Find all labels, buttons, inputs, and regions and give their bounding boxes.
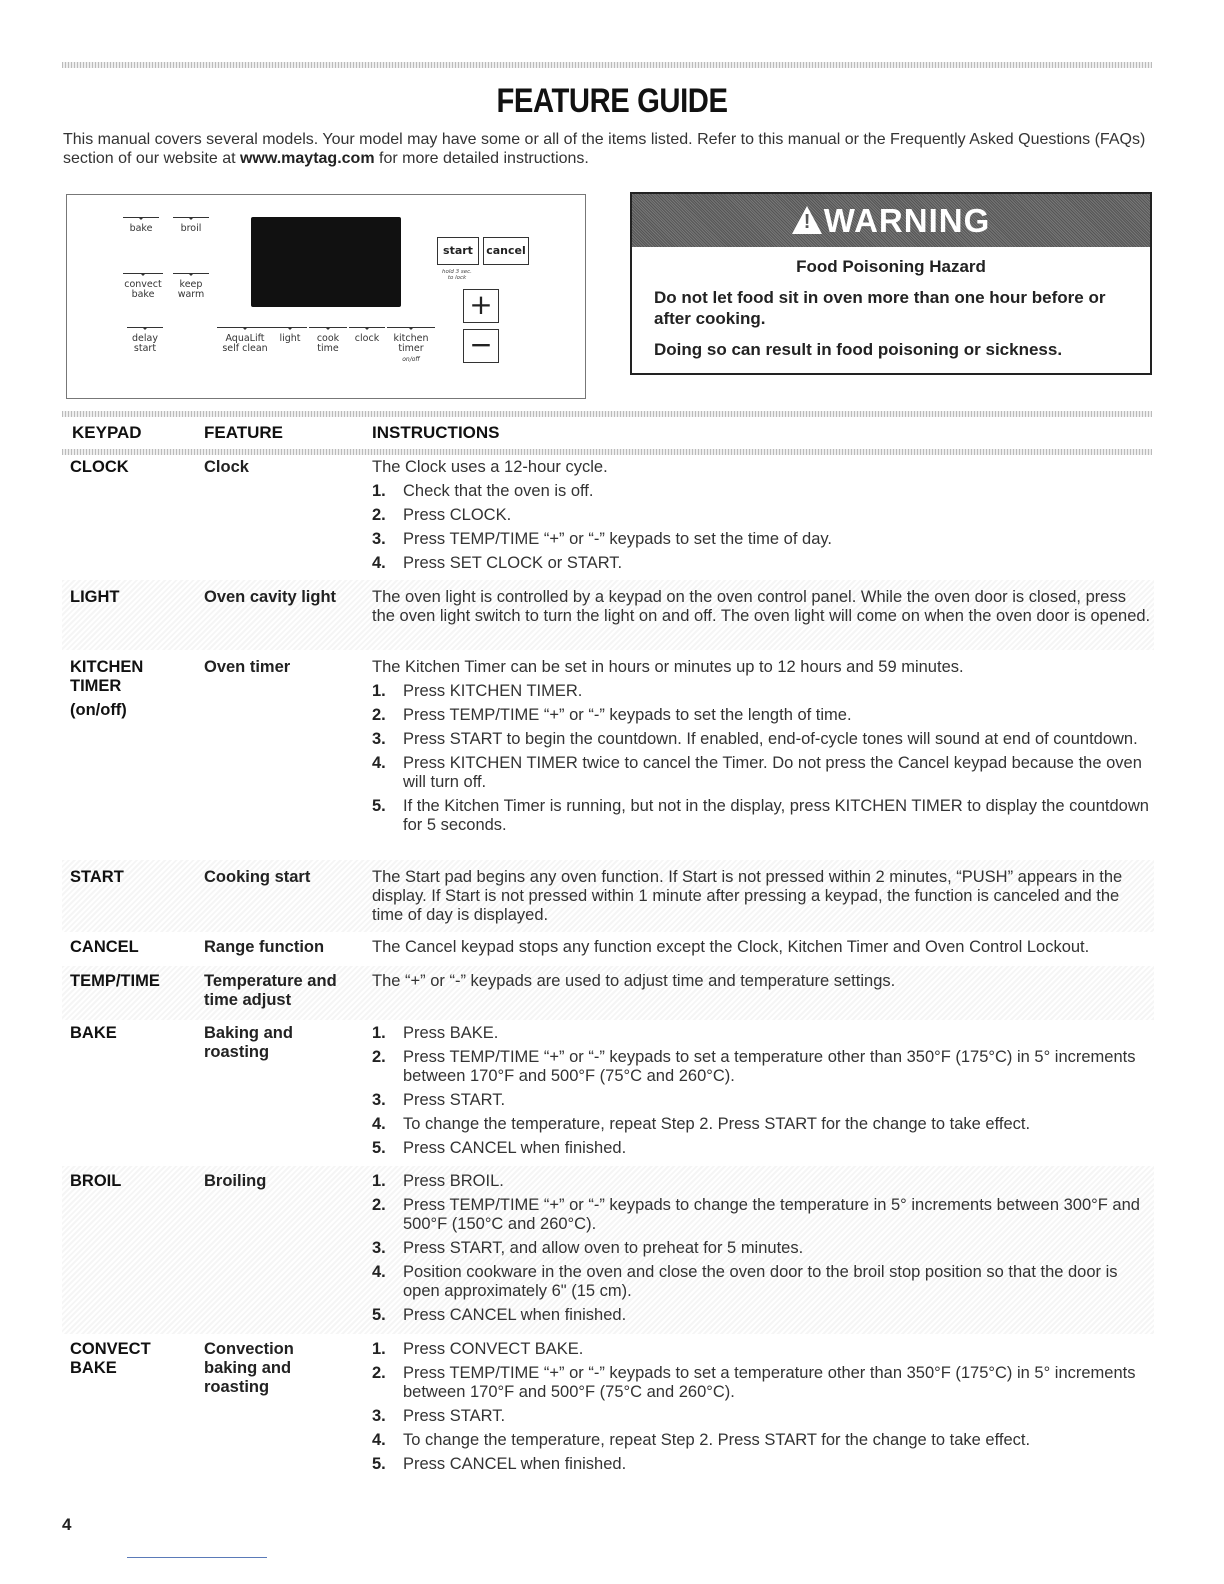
warning-line-2: Doing so can result in food poisoning or sickness. — [654, 340, 1063, 359]
panel-display — [251, 217, 401, 307]
hold-to-lock-note: hold 3 sec. to lock — [442, 269, 472, 281]
warning-box — [630, 192, 1152, 375]
feature-cancel: Range function — [204, 938, 325, 956]
keypad-light: LIGHT — [70, 588, 120, 606]
table-row-cancel — [62, 934, 1154, 964]
start-keypad: start — [437, 237, 479, 265]
instructions-clock: The Clock uses a 12-hour cycle. 1. Check that the oven is off. 2. Press CLOCK. 3. Press TEMP/TIME “+” or “-” keypads to set the time of day. 4. Press SET CLOCK or START. — [372, 458, 832, 572]
feature-temp-time: Temperature and time adjust — [204, 972, 337, 1009]
keep-warm-keypad: keep warm — [173, 273, 209, 300]
plus-keypad: + — [463, 289, 499, 323]
feature-bake: Baking and roasting — [204, 1024, 293, 1061]
light-keypad: light — [273, 327, 307, 344]
control-panel-illustration — [66, 194, 586, 399]
keypad-start: START — [70, 868, 124, 886]
instructions-column-header: INSTRUCTIONS — [372, 423, 500, 442]
instructions-light: The oven light is controlled by a keypad on the oven control panel. While the oven door is closed, press the oven light switch to turn the light on and off. The oven light will come on when the oven door is opened. — [372, 588, 1151, 625]
convect-bake-keypad: convect bake — [123, 273, 163, 300]
aqualift-keypad: AquaLift self clean — [217, 327, 273, 354]
cook-time-keypad: cook time — [309, 327, 347, 354]
keypad-broil: BROIL — [70, 1172, 122, 1190]
table-row-light — [62, 580, 1154, 650]
keypad-clock: CLOCK — [70, 458, 129, 476]
feature-kitchen-timer: Oven timer — [204, 658, 291, 676]
feature-start: Cooking start — [204, 868, 311, 886]
instructions-convect-bake: 1. Press CONVECT BAKE. 2. Press TEMP/TIME “+” or “-” keypads to set a temperature other than 350°F (175°C) in 5° increments between 170°F and 500°F (75°C and 260°C). 3. Press START. 4. To change the temperature, repeat Step 2. Press START for the change to take effect. 5. Press CANCEL when finished. — [372, 1340, 1136, 1473]
instructions-temp-time: The “+” or “-” keypads are used to adjust time and temperature settings. — [372, 972, 896, 990]
instructions-kitchen-timer: The Kitchen Timer can be set in hours or minutes up to 12 hours and 59 minutes. 1. Press KITCHEN TIMER. 2. Press TEMP/TIME “+” or “-” keypads to set the length of time. 3. Press START to begin the countdown. If enabled, end-of-cycle tones will sound at end of countdown. 4. Press KITCHEN TIMER twice to cancel the Timer. Do not press the Cancel keypad because the oven will turn off. 5. If the Kitchen Timer is running, but not in the display, press KITCHEN TIMER to display the countdown for 5 seconds. — [372, 658, 1149, 834]
table-row-clock — [62, 456, 1154, 578]
table-row-kitchen-timer — [62, 652, 1154, 858]
warning-line-1: Do not let food sit in oven more than one hour before or after cooking. — [654, 288, 1106, 328]
table-header — [62, 411, 1152, 455]
kitchen-timer-keypad: kitchen timer on/off — [387, 327, 435, 365]
instructions-start: The Start pad begins any oven function. If Start is not pressed within 2 minutes, “PUSH” appears in the display. If Start is not pressed within 1 minute after pressing a keypad, the function is canceled and the time of day is displayed. — [372, 868, 1123, 924]
website-link[interactable]: www.maytag.com — [239, 150, 375, 167]
feature-clock: Clock — [204, 458, 249, 476]
feature-convect-bake: Convection baking and roasting — [204, 1340, 294, 1396]
table-row-temp-time — [62, 966, 1154, 1020]
footer-rule — [127, 1557, 267, 1558]
broil-keypad: broil — [173, 217, 209, 234]
page-number: 4 — [62, 1515, 72, 1534]
feature-light: Oven cavity light — [204, 588, 337, 606]
feature-column-header: FEATURE — [204, 423, 284, 442]
table-row-broil — [62, 1166, 1154, 1334]
keypad-convect-bake: CONVECT BAKE — [70, 1340, 151, 1377]
instructions-broil: 1. Press BROIL. 2. Press TEMP/TIME “+” or “-” keypads to change the temperature in 5° increments between 300°F and 500°F (150°C and 260°C). 3. Press START, and allow oven to preheat for 5 minutes. 4. Position cookware in the oven and close the oven door to the broil stop position so that the door is open approximately 6" (15 cm). 5. Press CANCEL when finished. — [372, 1172, 1140, 1324]
delay-start-keypad: delay start — [127, 327, 163, 354]
header-top-rule — [62, 411, 1152, 417]
feature-broil: Broiling — [204, 1172, 267, 1190]
instructions-cancel: The Cancel keypad stops any function except the Clock, Kitchen Timer and Oven Control Lockout. — [372, 938, 1090, 956]
table-row-bake — [62, 1022, 1154, 1164]
table-row-start — [62, 860, 1154, 932]
keypad-kitchen-timer: KITCHEN TIMER (on/off) — [70, 658, 144, 719]
warning-header: ! WARNING — [632, 194, 1150, 247]
intro-text-after: for more detailed instructions. — [374, 150, 589, 167]
warning-triangle-icon: ! — [792, 206, 822, 234]
header-bottom-rule — [62, 449, 1152, 455]
warning-subtitle: Food Poisoning Hazard — [796, 257, 986, 276]
keypad-cancel: CANCEL — [70, 938, 139, 956]
clock-keypad: clock — [349, 327, 385, 344]
cancel-keypad: cancel — [483, 237, 529, 265]
bake-keypad: bake — [123, 217, 159, 234]
keypad-bake: BAKE — [70, 1024, 117, 1042]
keypad-temp-time: TEMP/TIME — [70, 972, 160, 990]
instructions-bake: 1. Press BAKE. 2. Press TEMP/TIME “+” or “-” keypads to set a temperature other than 350°F (175°C) in 5° increments between 170°F and 500°F (75°C and 260°C). 3. Press START. 4. To change the temperature, repeat Step 2. Press START for the change to take effect. 5. Press CANCEL when finished. — [372, 1024, 1136, 1157]
page-title: FEATURE GUIDE — [496, 82, 728, 120]
top-rule — [62, 62, 1152, 68]
table-row-convect-bake — [62, 1338, 1154, 1482]
intro-text-before: This manual covers several models. Your model may have some or all of the items listed. Refer to this manual or the Frequently Asked Questions (FAQs) section of our website at — [63, 131, 1146, 167]
minus-keypad: − — [463, 329, 499, 363]
intro-paragraph — [63, 130, 1163, 168]
keypad-column-header: KEYPAD — [72, 423, 142, 442]
